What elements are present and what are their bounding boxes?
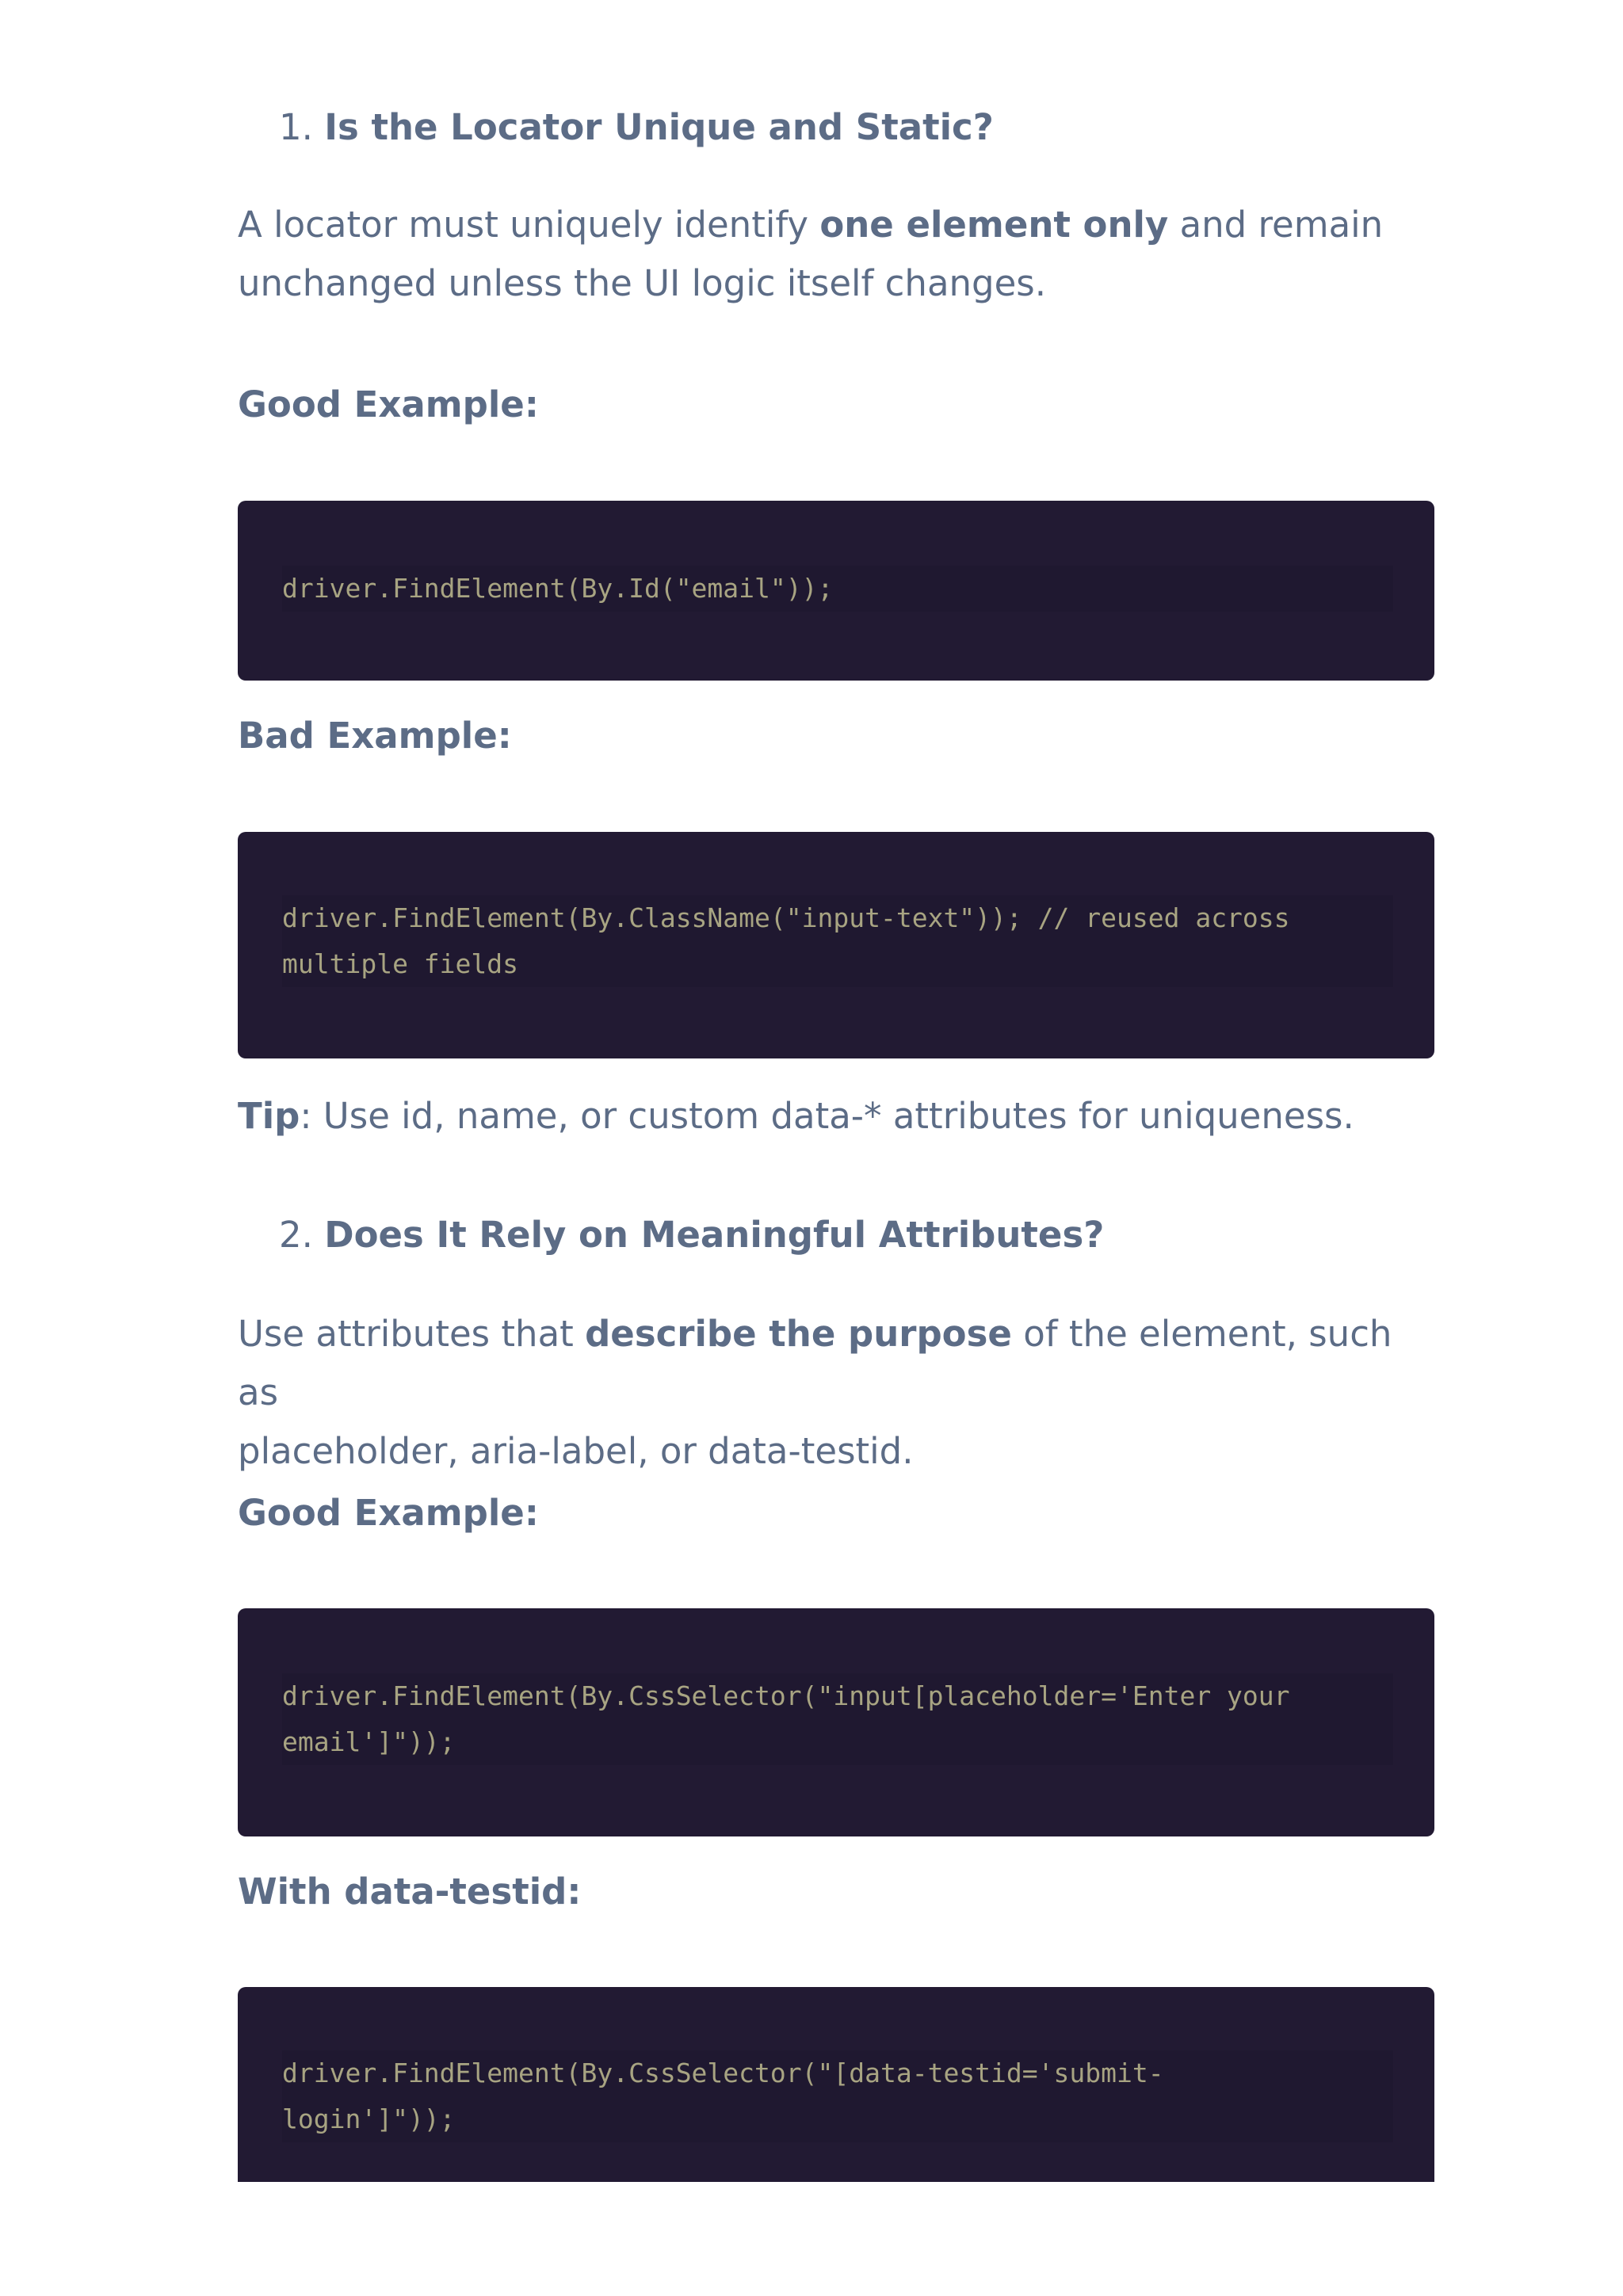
- intro-text: and remain: [1168, 204, 1384, 246]
- section-number: 1.: [279, 106, 313, 148]
- good-example-label: Good Example:: [238, 383, 539, 425]
- tip-label: Tip: [238, 1095, 300, 1137]
- intro-text: Use attributes that: [238, 1313, 586, 1355]
- intro-emphasis: describe the purpose: [585, 1313, 1012, 1355]
- code-line: driver.FindElement(By.CssSelector("input[placeholder='Enter your: [282, 1680, 1290, 1711]
- intro-emphasis: one element only: [819, 204, 1169, 246]
- section-intro-paragraph: [238, 196, 1434, 313]
- intro-text: A locator must uniquely identify: [238, 204, 820, 246]
- data-testid-example-label: With data-testid:: [238, 1871, 582, 1913]
- code-line: driver.FindElement(By.CssSelector("[data-testid='submit-: [282, 2058, 1164, 2088]
- code-line: login']"));: [282, 2103, 456, 2134]
- code-text: [282, 1673, 1393, 1765]
- tip-text: : Use id, name, or custom data-* attributes for uniqueness.: [300, 1095, 1354, 1137]
- code-line: driver.FindElement(By.Id("email"));: [282, 573, 834, 604]
- code-line: multiple fields: [282, 948, 519, 979]
- good-example-label: Good Example:: [238, 1492, 539, 1534]
- section-title: Does It Rely on Meaningful Attributes?: [324, 1214, 1105, 1256]
- intro-text: placeholder, aria-label, or data-testid.: [238, 1430, 914, 1472]
- section-title: Is the Locator Unique and Static?: [324, 106, 994, 148]
- code-line: email']"));: [282, 1726, 456, 1757]
- code-block[interactable]: [238, 832, 1434, 1058]
- intro-text: of the element, such as: [238, 1313, 1392, 1413]
- code-text: [282, 2050, 1393, 2142]
- section-number: 2.: [279, 1214, 313, 1256]
- intro-text: unchanged unless the UI logic itself changes.: [238, 262, 1047, 304]
- code-block[interactable]: [238, 1608, 1434, 1836]
- section-heading-2: [279, 1214, 1104, 1256]
- section-intro-paragraph: [238, 1305, 1434, 1481]
- code-block[interactable]: [238, 501, 1434, 681]
- bad-example-label: Bad Example:: [238, 715, 512, 757]
- code-text: [282, 895, 1393, 987]
- code-text: [282, 566, 1393, 612]
- code-line: driver.FindElement(By.ClassName("input-text")); // reused across: [282, 902, 1290, 933]
- section-heading-1: [279, 106, 994, 148]
- code-block[interactable]: [238, 1987, 1434, 2182]
- tip-paragraph: [238, 1087, 1434, 1146]
